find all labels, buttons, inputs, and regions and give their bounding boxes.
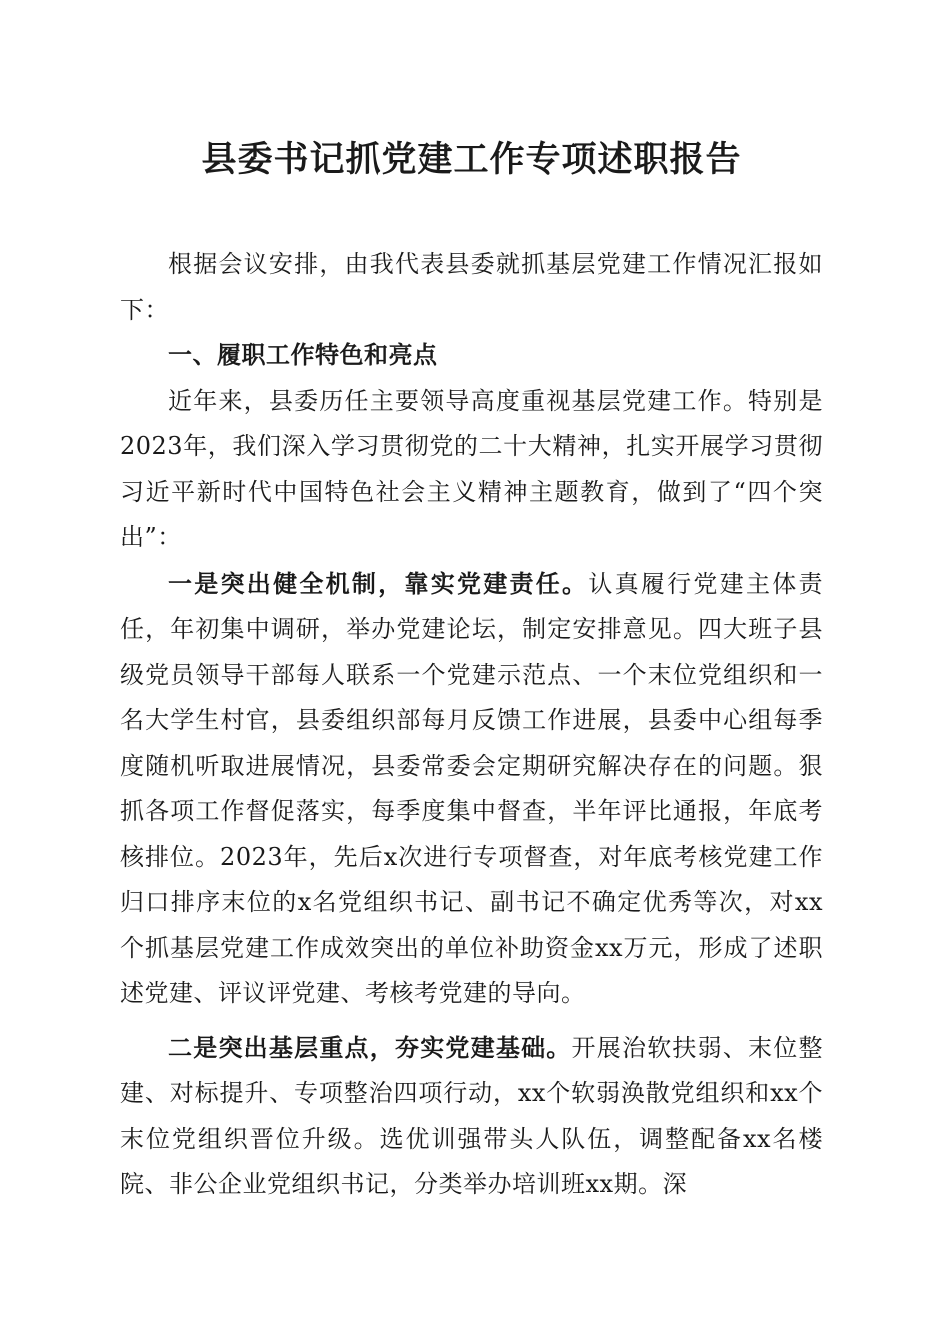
point-2-body: 开展治软扶弱、末位整建、对标提升、专项整治四项行动，xx个软弱涣散党组织和xx个末位党组织晋位升级。选优训强带头人队伍，调整配备xx名楼院、非公企业党组织书记，分类举办培训班xx期。深 [120,1033,824,1198]
point-2-lead: 二是突出基层重点，夯实党建基础。 [168,1032,572,1062]
section-heading-1: 一、履职工作特色和亮点 [168,341,438,369]
point-paragraph-2 [120,1025,823,1208]
point-1-body: 认真履行党建主体责任，年初集中调研，举办党建论坛，制定安排意见。四大班子县级党员领导干部每人联系一个党建示范点、一个末位党组织和一名大学生村官，县委组织部每月反馈工作进展，县委中心组每季度随机听取进展情况，县委常委会定期研究解决存在的问题。狠抓各项工作督促落实，每季度集中督查，半年评比通报，年底考核排位。2023年，先后x次进行专项督查，对年底考核党建工作归口排序末位的x名党组织书记、副书记不确定优秀等次，对xx个抓基层党建工作成效突出的单位补助资金xx万元，形成了述职述党建、评议评党建、考核考党建的导向。 [120,569,824,1007]
document-page [120,128,823,1208]
point-paragraph-1 [120,561,823,1017]
intro-paragraph: 根据会议安排，由我代表县委就抓基层党建工作情况汇报如下： [120,250,823,324]
body-paragraph-1: 近年来，县委历任主要领导高度重视基层党建工作。特别是2023年，我们深入学习贯彻党的二十大精神，扎实开展学习贯彻习近平新时代中国特色社会主义精神主题教育，做到了“四个突出”： [120,386,823,551]
point-1-lead: 一是突出健全机制，靠实党建责任。 [168,568,589,598]
document-title: 县委书记抓党建工作专项述职报告 [201,140,742,180]
